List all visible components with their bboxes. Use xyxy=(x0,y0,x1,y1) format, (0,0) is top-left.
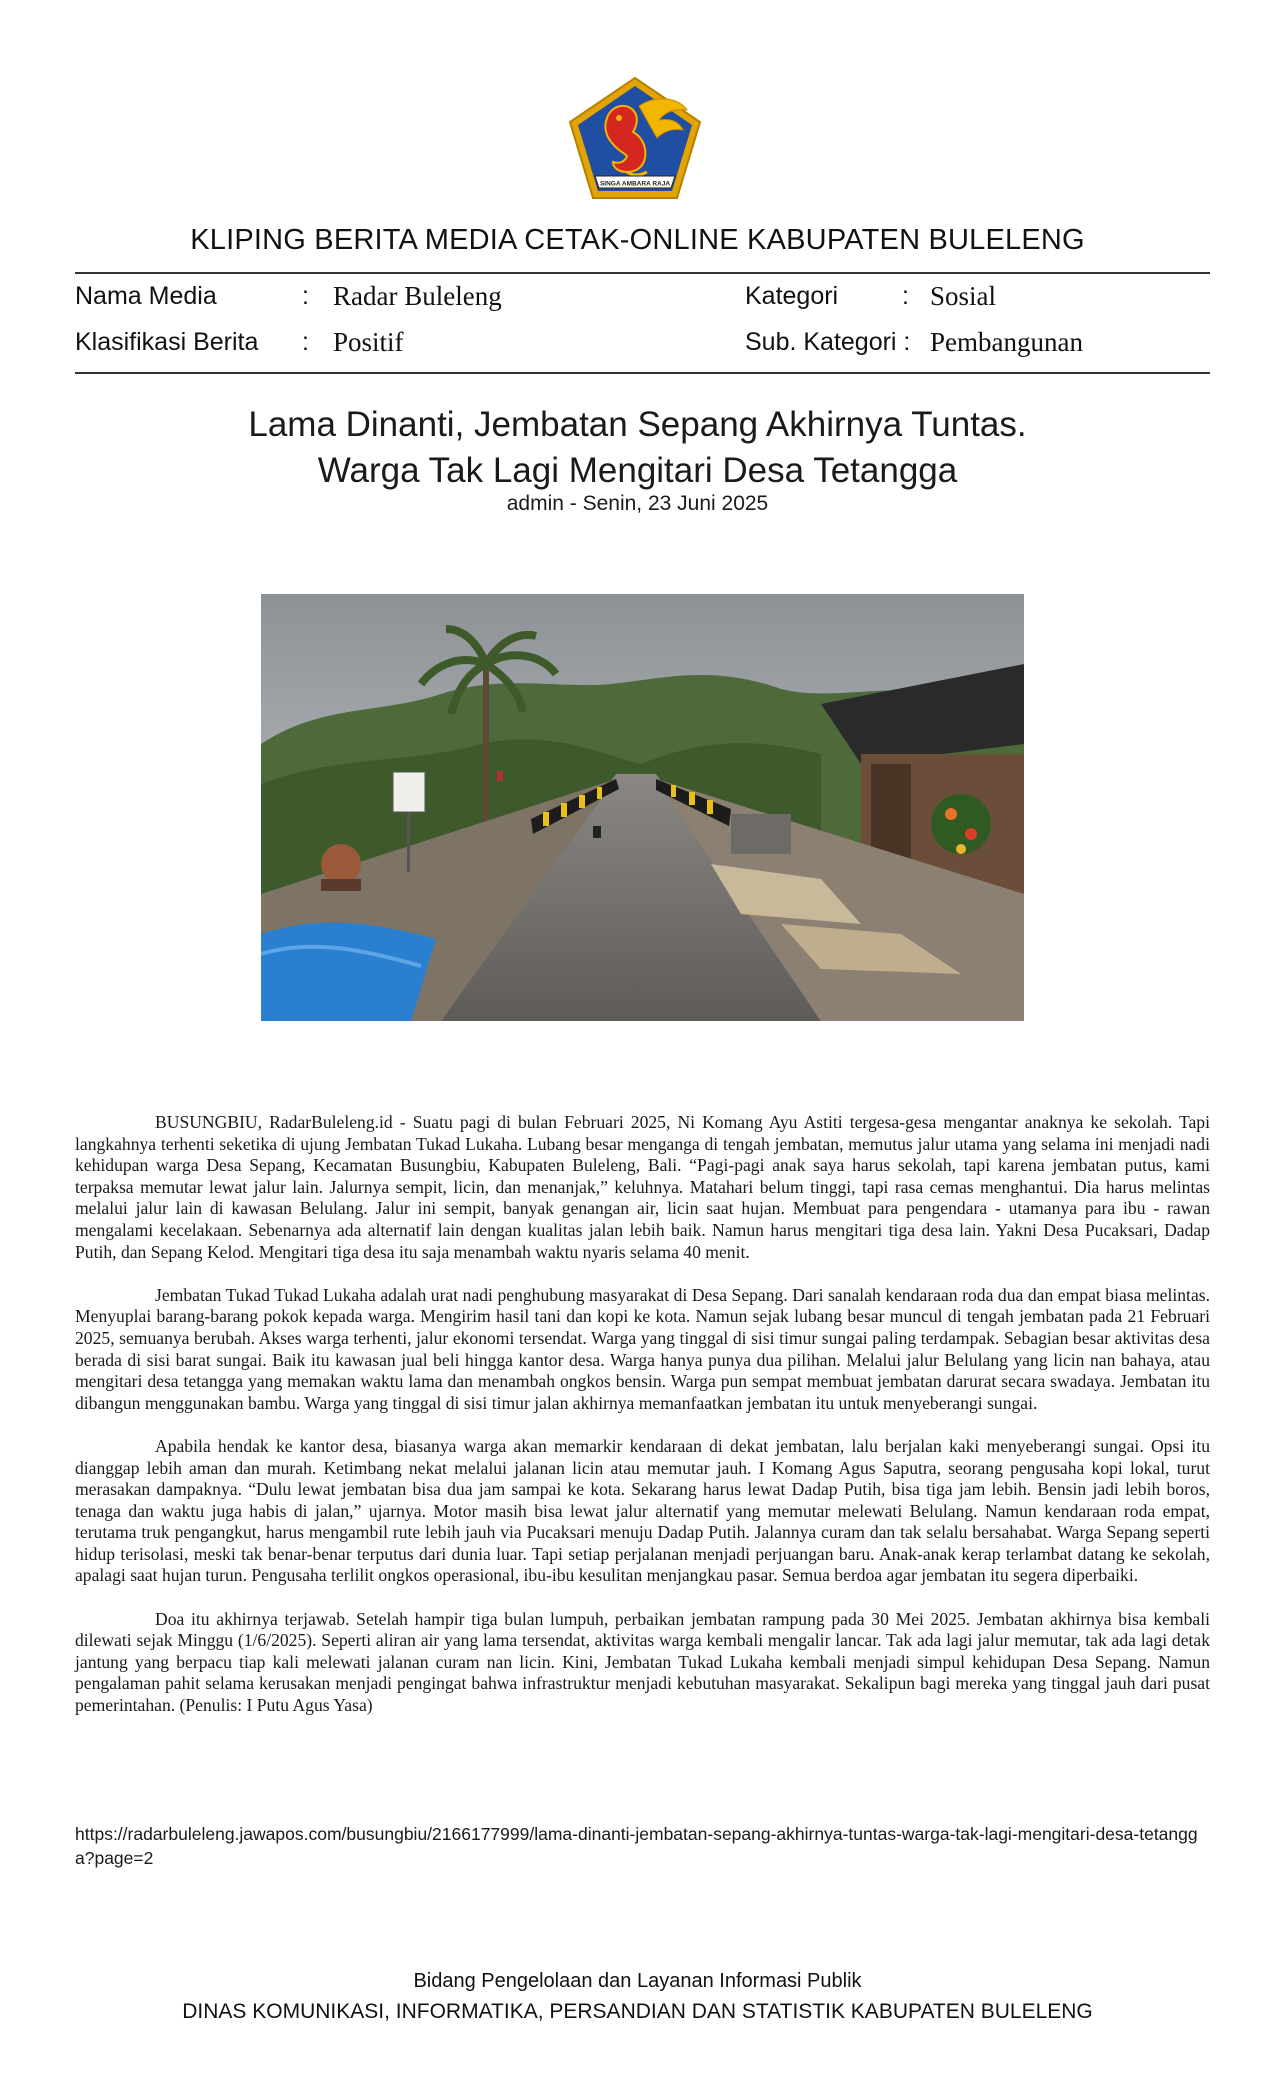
article-paragraph-3: Apabila hendak ke kantor desa, biasanya warga akan memarkir kendaraan di dekat jembatan, lalu berjalan kaki menyeberangi sungai. Opsi itu dianggap lebih aman dan murah. Ketimbang nekat melalui jalanan licin atau memutar jauh. I Komang Agus Saputra, seorang pengusaha kopi lokal, turut merasakan dampaknya. “Dulu lewat jembatan bisa dua jam sampai ke kota. Sekarang harus lewat Dadap Putih, bisa tiga jam lebih. Bensin jadi lebih boros, tenaga dan waktu juga habis di jalan,” ujarnya. Motor masih bisa lewat jalur alternatif yang memutar melewati Belulang. Namun kendaraan roda empat, terutama truk pengangkut, harus mengambil rute lebih jauh via Pucaksari menuju Dadap Putih. Jalannya curam dan tak selalu bersahabat. Warga Sepang seperti hidup terisolasi, meski tak benar-benar terputus dari dunia luar. Tapi setiap perjalanan menjadi perjuangan baru. Anak-anak kerap terlambat datang ke sekolah, apalagi saat hujan turun. Pengusaha terlilit ongkos operasional, ibu-ibu kesulitan menjangkau pasar. Semua berdoa agar jembatan itu segera diperbaiki. xyxy=(75,1435,1210,1586)
footer-agency: DINAS KOMUNIKASI, INFORMATIKA, PERSANDIAN DAN STATISTIK KABUPATEN BULELENG xyxy=(182,2000,1093,2023)
article-paragraph-1: BUSUNGBIU, RadarBuleleng.id - Suatu pagi di bulan Februari 2025, Ni Komang Ayu Astiti tergesa-gesa mengantar anaknya ke sekolah. Tapi langkahnya terhenti seketika di ujung Jembatan Tukad Lukaha. Lubang besar menganga di tengah jembatan, memutus jalur utama yang selama ini menjadi nadi kehidupan warga Desa Sepang, Kecamatan Busungbiu, Kabupaten Buleleng, Bali. “Pagi-pagi anak saya harus sekolah, tapi karena jembatan putus, kami terpaksa memutar lewat jalur lain. Jalurnya sempit, licin, dan menanjak,” keluhnya. Matahari belum tinggi, tapi rasa cemas menghantui. Dia harus melintas melalui jalur lain di kawasan Belulang. Jalur ini sempit, banyak genangan air, licin saat hujan. Membuat para pengendara - utamanya para ibu - rawan mengalami kecelakaan. Sebenarnya ada alternatif lain dengan kualitas jalan lebih baik. Namun harus mengitari tiga desa lain. Yakni Desa Pucaksari, Dadap Putih, dan Sepang Kelod. Mengitari tiga desa itu saja menambah waktu nyaris selama 40 menit. xyxy=(75,1112,1210,1262)
footer-department: Bidang Pengelolaan dan Layanan Informasi Publik xyxy=(413,1970,862,1992)
kategori-value: Sosial xyxy=(930,281,997,311)
sub-kategori-label: Sub. Kategori : xyxy=(745,328,911,356)
kategori-separator: : xyxy=(902,282,909,310)
sub-kategori-value: Pembangunan xyxy=(930,327,1083,357)
article-byline: admin - Senin, 23 Juni 2025 xyxy=(506,492,769,515)
header-divider-top xyxy=(75,272,1210,274)
bridge-road-photo-icon xyxy=(261,594,1024,1021)
article-paragraph-4: Doa itu akhirnya terjawab. Setelah hampir tiga bulan lumpuh, perbaikan jembatan rampung pada 30 Mei 2025. Jembatan akhirnya bisa kembali dilewati sejak Minggu (1/6/2025). Seperti aliran air yang lama tersendat, aktivitas warga kembali mengalir lancar. Tak ada lagi jalur memutar, tak ada lagi detak jantung yang berpacu tiap kali melewati jalanan curam nan licin. Kini, Jembatan Tukad Lukaha kembali menjadi simpul kehidupan Desa Sepang. Namun pengalaman pahit selama kerusakan menjadi pengingat bahwa infrastruktur menjadi kebutuhan masyarakat. Sekalipun bagi mereka yang tinggal jauh dari pusat pemerintahan. (Penulis: I Putu Agus Yasa) xyxy=(75,1608,1210,1716)
article-paragraph-2: Jembatan Tukad Tukad Lukaha adalah urat nadi penghubung masyarakat di Desa Sepang. Dari sanalah kendaraan roda dua dan empat biasa melintas. Menyuplai barang-barang pokok kepada warga. Mengirim hasil tani dan kopi ke kota. Namun sejak lubang besar muncul di tengah jembatan pada 21 Februari 2025, semuanya berubah. Akses warga terhenti, jalur ekonomi tersendat. Warga yang tinggal di sisi timur sungai paling terdampak. Sebagian besar aktivitas desa berada di sisi barat sungai. Baik itu kawasan jual beli hingga kantor desa. Warga hanya punya dua pilihan. Melalui jalur Belulang yang licin nan bahaya, atau mengitari desa tetangga yang memakan waktu lama dan menambah ongkos bensin. Warga pun sempat membuat jembatan darurat secara swadaya. Jembatan itu dibangun menggunakan bambu. Warga yang tinggal di sisi timur jalan akhirnya memanfaatkan jembatan itu untuk menyeberangi sungai. xyxy=(75,1284,1210,1413)
article-headline xyxy=(0,402,1275,494)
klasifikasi-label: Klasifikasi Berita xyxy=(75,328,259,356)
headline-line-2: Warga Tak Lagi Mengitari Desa Tetangga xyxy=(317,451,958,490)
nama-media-value: Radar Buleleng xyxy=(333,281,502,311)
clipping-header-title: KLIPING BERITA MEDIA CETAK-ONLINE KABUPATEN BULELENG xyxy=(190,224,1085,256)
nama-media-label: Nama Media xyxy=(75,282,217,310)
buleleng-emblem-icon xyxy=(567,76,703,202)
kategori-label: Kategori xyxy=(745,282,839,310)
headline-line-1: Lama Dinanti, Jembatan Sepang Akhirnya Tuntas. xyxy=(248,405,1027,444)
header-divider-bottom xyxy=(75,372,1210,374)
klasifikasi-value: Positif xyxy=(333,327,404,357)
emblem-motto: SINGA AMBARA RAJA xyxy=(599,180,671,188)
source-url-link[interactable]: https://radarbuleleng.jawapos.com/busungbiu/2166177999/lama-dinanti-jembatan-sepang-akhirnya-tuntas-warga-tak-lagi-mengitari-desa-tetangga?page=2 xyxy=(75,1824,1198,1868)
article-body xyxy=(75,1112,1210,1738)
nama-media-separator: : xyxy=(302,282,309,310)
klasifikasi-separator: : xyxy=(302,328,309,356)
